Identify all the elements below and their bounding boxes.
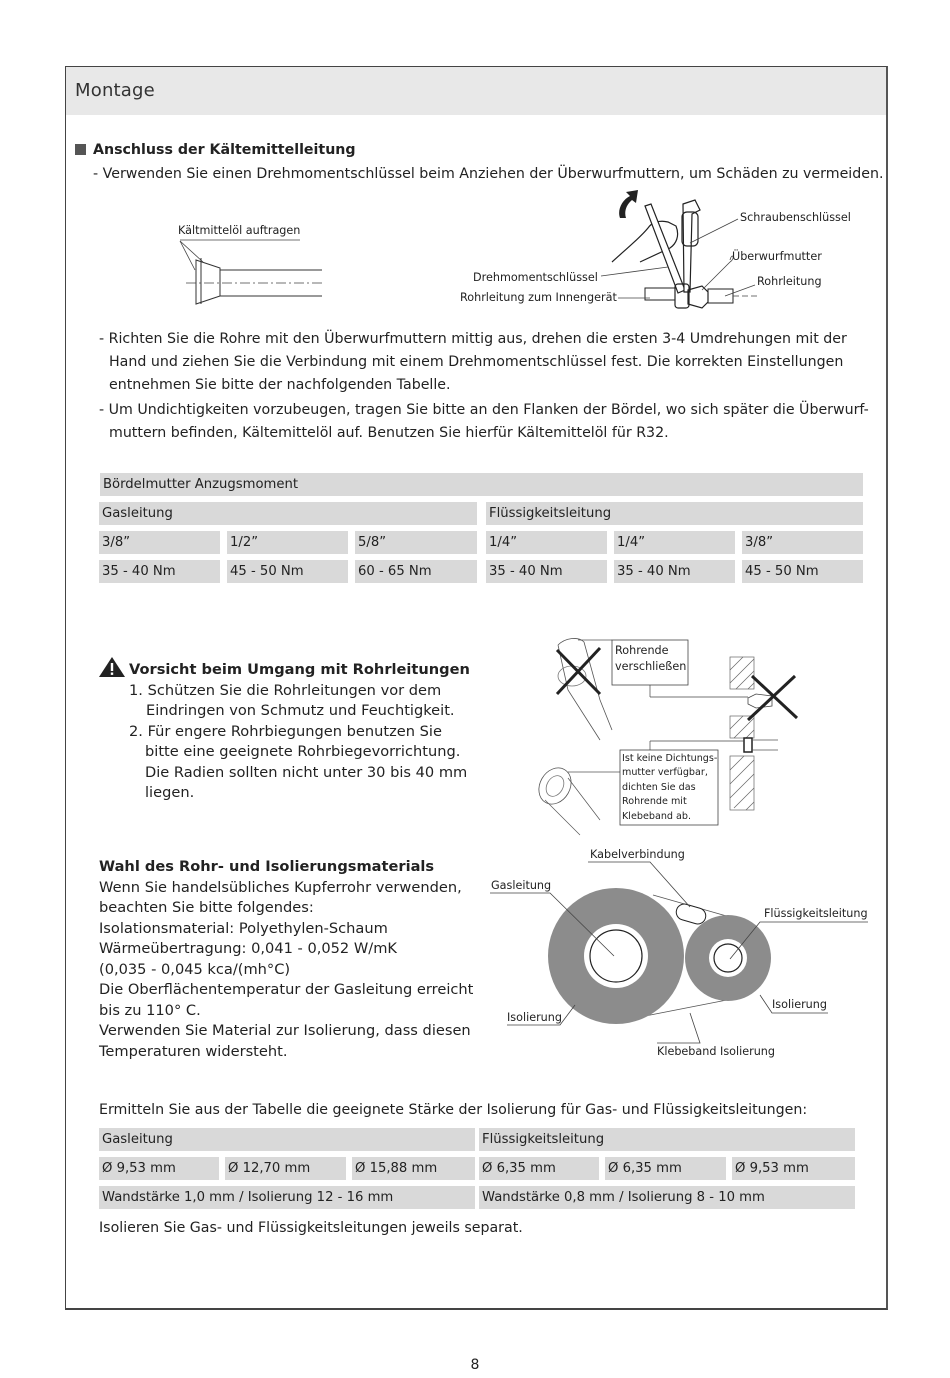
- table-cell: 1/4”: [486, 531, 607, 554]
- bullet-paragraph-1: - Richten Sie die Rohre mit den Überwurfmuttern mittig aus, drehen die ersten 3-4 Umdrehungen mit der Hand und ziehen Sie die Verbindung mit einem Drehmomentschlüssel fest. Die korrekten Einstellungen entnehmen Sie bitte der nachfolgenden Tabelle.: [99, 331, 847, 393]
- callout-rohrende: Rohrende verschließen: [615, 644, 687, 673]
- label-schraubenschluessel: Schraubenschlüssel: [740, 211, 851, 224]
- label-rohrleitung: Rohrleitung: [757, 275, 822, 288]
- insulation-note: Isolieren Sie Gas- und Flüssigkeitsleitungen jeweils separat.: [99, 1220, 523, 1236]
- table-cell: Ø 9,53 mm: [732, 1157, 855, 1180]
- table-cell: Ø 9,53 mm: [99, 1157, 219, 1180]
- page-title: Montage: [75, 80, 155, 101]
- table-cell: Ø 6,35 mm: [479, 1157, 599, 1180]
- table-group-header: Flüssigkeitsleitung: [479, 1128, 855, 1151]
- table-cell: 1/4”: [614, 531, 735, 554]
- callout-klebeband: Ist keine Dichtungs- mutter verfügbar, dichten Sie das Rohrende mit Klebeband ab.: [622, 753, 718, 822]
- table-cell: Ø 6,35 mm: [605, 1157, 726, 1180]
- table-group-header: Gasleitung: [99, 502, 477, 525]
- label-ueberwurfmutter: Überwurfmutter: [732, 250, 822, 263]
- label-gasleitung: Gasleitung: [491, 879, 552, 892]
- label-kabelverbindung: Kabelverbindung: [590, 848, 685, 861]
- section-heading-text: Anschluss der Kältemittelleitung: [93, 142, 356, 158]
- table-group-header: Gasleitung: [99, 1128, 475, 1151]
- table-cell: 3/8”: [742, 531, 863, 554]
- material-block: Wahl des Rohr- und Isolierungsmaterials Wenn Sie handelsübliches Kupferrohr verwenden, beachten Sie bitte folgendes: Isolationsmaterial: Polyethylen-Schaum Wärmeübertragung: 0,041 - 0,052 W/mK (0,035 - 0,045 kca/(mh°C) Die Oberflächentemperatur der Gasleitung erreicht bis zu 110° C. Verwenden Sie Material zur Isolierung, dass diesen Temperaturen widersteht.: [99, 858, 474, 1060]
- table-cell: 5/8”: [355, 531, 477, 554]
- label-rohrleitung-innengeraet: Rohrleitung zum Innengerät: [460, 291, 617, 304]
- label-fluessigkeitsleitung: Flüssigkeitsleitung: [764, 907, 868, 920]
- table-cell: 45 - 50 Nm: [227, 560, 348, 583]
- page-number: 8: [470, 1357, 480, 1373]
- table-cell: Ø 15,88 mm: [352, 1157, 475, 1180]
- bullet-paragraph-2: - Um Undichtigkeiten vorzubeugen, tragen Sie bitte an den Flanken der Bördel, wo sich später die Überwurf- muttern befinden, Kältemittelöl auf. Benutzen Sie hierfür Kältemittelöl für R32.: [99, 402, 869, 441]
- table-cell: 35 - 40 Nm: [614, 560, 735, 583]
- table-cell: 35 - 40 Nm: [99, 560, 220, 583]
- caution-heading: Vorsicht beim Umgang mit Rohrleitungen: [99, 657, 470, 681]
- table-cell: 3/8”: [99, 531, 220, 554]
- table-title: Bördelmutter Anzugsmoment: [100, 473, 863, 496]
- label-klebeband-isolierung: Klebeband Isolierung: [657, 1045, 775, 1058]
- table-cell: 35 - 40 Nm: [486, 560, 607, 583]
- table-cell: 45 - 50 Nm: [742, 560, 863, 583]
- table-cell: Wandstärke 1,0 mm / Isolierung 12 - 16 mm: [99, 1186, 475, 1209]
- label-drehmomentschluessel: Drehmomentschlüssel: [473, 271, 598, 284]
- table-cell: Ø 12,70 mm: [225, 1157, 346, 1180]
- table-cell: Wandstärke 0,8 mm / Isolierung 8 - 10 mm: [479, 1186, 855, 1209]
- label-isolierung-gas: Isolierung: [507, 1011, 562, 1024]
- label-isolierung-fluessig: Isolierung: [772, 998, 827, 1011]
- caution-block: Vorsicht beim Umgang mit Rohrleitungen 1. Schützen Sie die Rohrleitungen vor dem Eindringen von Schmutz und Feuchtigkeit. 2. Für engere Rohrbiegungen benutzen Sie bitte eine geeignete Rohrbiegevorrichtung. Die Radien sollten nicht unter 30 bis 40 mm liegen.: [99, 657, 470, 804]
- insulation-intro: Ermitteln Sie aus der Tabelle die geeignete Stärke der Isolierung für Gas- und Flüssigkeitsleitungen:: [99, 1102, 808, 1118]
- table-cell: 60 - 65 Nm: [355, 560, 477, 583]
- table-cell: 1/2”: [227, 531, 348, 554]
- intro-text: - Verwenden Sie einen Drehmomentschlüssel beim Anziehen der Überwurfmuttern, um Schäden zu vermeiden.: [93, 166, 884, 182]
- table-group-header: Flüssigkeitsleitung: [486, 502, 863, 525]
- material-heading: Wahl des Rohr- und Isolierungsmaterials: [99, 858, 435, 875]
- flare-label: Kältmittelöl auftragen: [178, 224, 301, 237]
